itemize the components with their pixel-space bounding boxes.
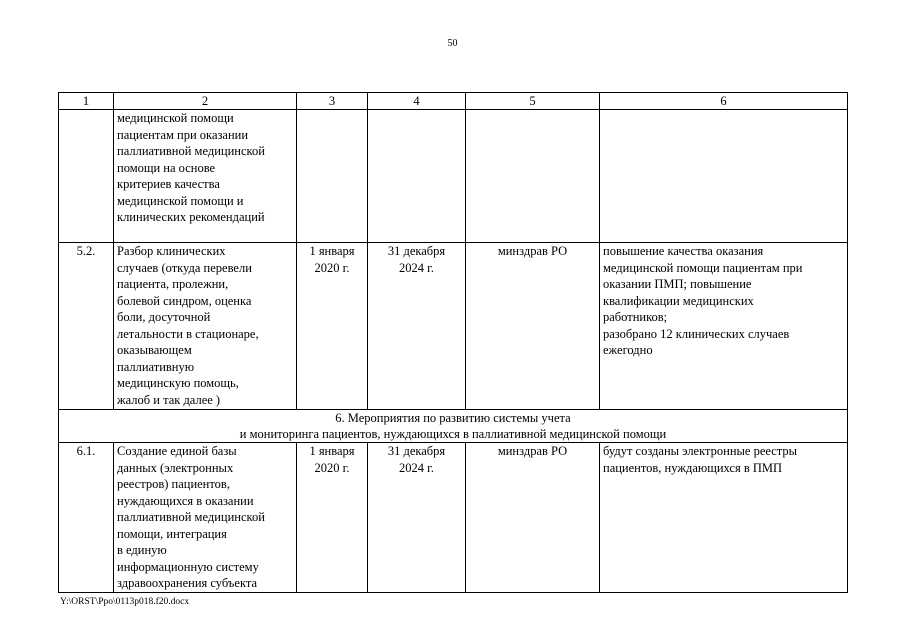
- responsible: [466, 110, 600, 243]
- column-header-4: 4: [368, 93, 466, 110]
- start-date: 1 января 2020 г.: [297, 243, 368, 410]
- end-date: 31 декабря 2024 г.: [368, 443, 466, 593]
- column-header-3: 3: [297, 93, 368, 110]
- start-date: [297, 110, 368, 243]
- action-description: Создание единой базы данных (электронных реестров) пациентов, нуждающихся в оказании паллиативной медицинской помощи, интеграция в единую информационную систему здравоохранения субъекта: [114, 443, 297, 593]
- responsible: минздрав РО: [466, 243, 600, 410]
- column-header-6: 6: [600, 93, 848, 110]
- expected-result: [600, 110, 848, 243]
- page-number: 50: [447, 38, 458, 49]
- responsible: минздрав РО: [466, 443, 600, 593]
- column-header-2: 2: [114, 93, 297, 110]
- expected-result: повышение качества оказания медицинской помощи пациентам при оказании ПМП; повышение квалификации медицинских работников; разобрано 12 клинических случаев ежегодно: [600, 243, 848, 410]
- column-header-1: 1: [59, 93, 114, 110]
- table-row-5-2: [59, 243, 848, 410]
- section-heading-row: [59, 410, 848, 443]
- table-header-row: [59, 93, 848, 110]
- expected-result: будут созданы электронные реестры пациентов, нуждающихся в ПМП: [600, 443, 848, 593]
- column-header-5: 5: [466, 93, 600, 110]
- table-row-continued: [59, 110, 848, 243]
- row-number: 6.1.: [59, 443, 114, 593]
- start-date: 1 января 2020 г.: [297, 443, 368, 593]
- end-date: 31 декабря 2024 г.: [368, 243, 466, 410]
- section-heading: 6. Мероприятия по развитию системы учета и мониторинга пациентов, нуждающихся в паллиативной медицинской помощи: [59, 410, 848, 443]
- end-date: [368, 110, 466, 243]
- row-number: [59, 110, 114, 243]
- action-description: медицинской помощи пациентам при оказании паллиативной медицинской помощи на основе критериев качества медицинской помощи и клинических рекомендаций: [114, 110, 297, 243]
- table-row-6-1: [59, 443, 848, 593]
- row-number: 5.2.: [59, 243, 114, 410]
- action-description: Разбор клинических случаев (откуда перевели пациента, пролежни, болевой синдром, оценка боли, досуточной летальности в стационаре, оказывающем паллиативную медицинскую помощь, жалоб и так далее ): [114, 243, 297, 410]
- footer-file-path: Y:\ORST\Ppo\0113p018.f20.docx: [60, 597, 190, 607]
- measures-table: [58, 92, 848, 593]
